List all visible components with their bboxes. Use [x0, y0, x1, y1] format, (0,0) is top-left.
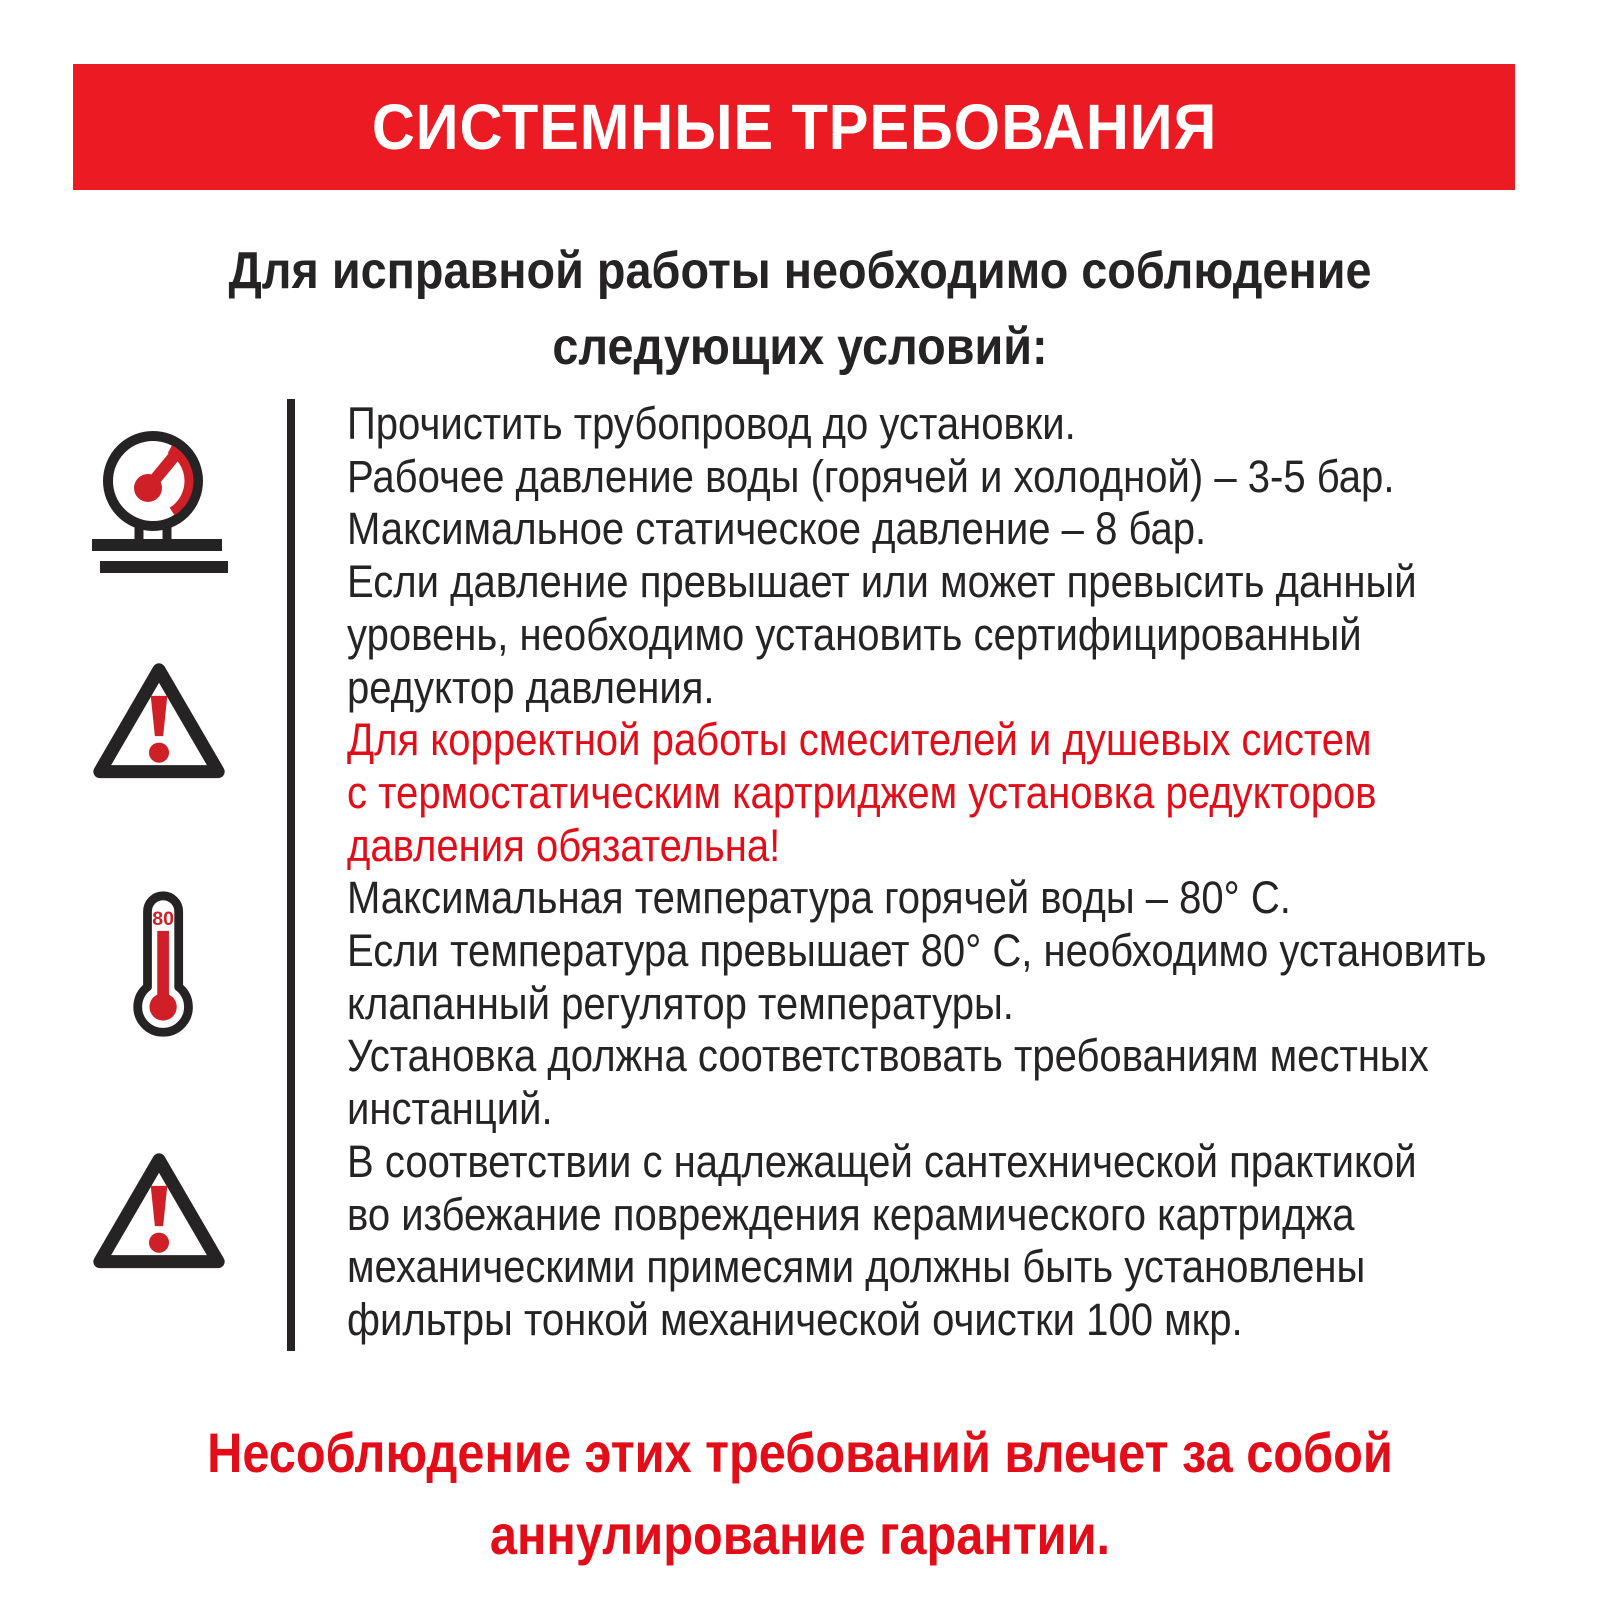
footer-line-2: аннулирование гарантии. [489, 1503, 1111, 1566]
requirement-line: механическими примесями должны быть установлены [347, 1241, 1366, 1293]
requirement-line: клапанный регулятор температуры. [347, 977, 1014, 1029]
section-divider [287, 399, 295, 1351]
requirement-line: Если давление превышает или может превысить данный [347, 556, 1417, 608]
requirement-line: с термостатическим картриджем установка редукторов [347, 766, 1377, 818]
requirement-line: инстанций. [347, 1083, 553, 1135]
intro-line-1: Для исправной работы необходимо соблюдение [228, 242, 1372, 300]
intro-text [0, 233, 1600, 385]
warning-triangle-icon [88, 1148, 230, 1273]
requirement-line: Установка должна соответствовать требованиям местных [347, 1030, 1429, 1082]
thermometer-label: 80 [152, 908, 174, 931]
footer-line-1: Несоблюдение этих требований влечет за собой [207, 1421, 1393, 1484]
warning-triangle-icon [88, 658, 230, 783]
requirement-line: Прочистить трубопровод до установки. [347, 398, 1076, 449]
requirement-line: Максимальное статическое давление – 8 бар. [347, 503, 1207, 555]
page-title: СИСТЕМНЫЕ ТРЕБОВАНИЯ [371, 91, 1217, 163]
intro-line-2: следующих условий: [552, 318, 1048, 376]
footer-warning [0, 1412, 1600, 1576]
requirement-line: Рабочее давление воды (горячей и холодной) – 3-5 бар. [347, 450, 1395, 502]
requirement-line: Максимальная температура горячей воды – 80° С. [347, 872, 1291, 924]
requirement-line: Если температура превышает 80° С, необходимо установить [347, 925, 1487, 977]
requirement-line: фильтры тонкой механической очистки 100 мкр. [347, 1293, 1243, 1345]
pressure-gauge-icon [92, 426, 228, 580]
requirement-line: В соответствии с надлежащей сантехнической практикой [347, 1135, 1417, 1187]
requirements-list [347, 398, 1547, 1347]
requirement-line: давления обязательна! [347, 819, 781, 871]
thermometer-icon [128, 888, 198, 1044]
requirement-line: во избежание повреждения керамического картриджа [347, 1188, 1355, 1240]
header-banner [73, 64, 1515, 190]
requirement-line: редуктор давления. [347, 661, 715, 713]
requirement-line: уровень, необходимо установить сертифицированный [347, 608, 1362, 660]
requirement-line: Для корректной работы смесителей и душевых систем [347, 714, 1372, 766]
